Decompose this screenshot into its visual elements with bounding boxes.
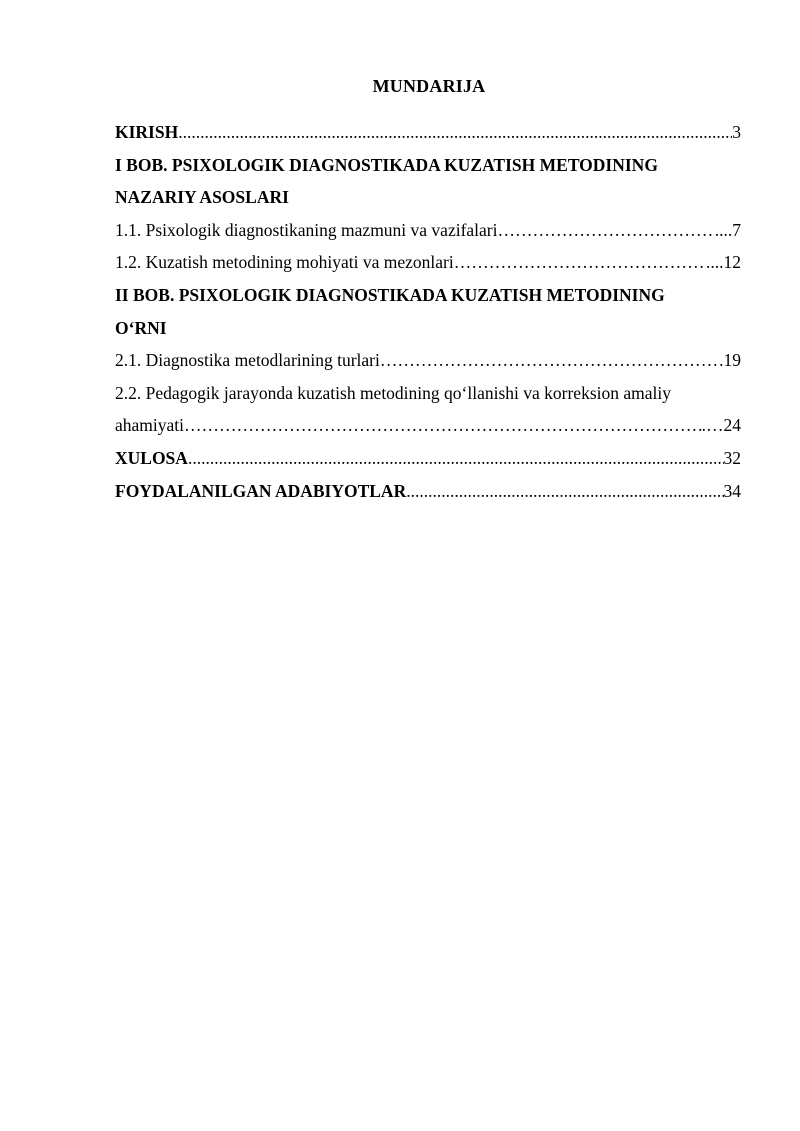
- toc-entry-kirish[interactable]: [115, 116, 741, 149]
- page-title: MUNDARIJA: [372, 76, 486, 96]
- toc-page-number: ....12: [706, 252, 741, 273]
- toc-entry-2-1[interactable]: [115, 344, 741, 377]
- toc-entry-1-1[interactable]: [115, 214, 741, 247]
- toc-entry-label: KIRISH: [115, 122, 179, 142]
- toc-page-number: .19: [719, 350, 741, 371]
- toc-entry-xulosa[interactable]: [115, 442, 741, 475]
- toc-dot-leader: [184, 409, 702, 442]
- toc-chapter-1-line-2: NAZARIY ASOSLARI: [115, 187, 289, 208]
- toc-chapter-2-heading-cont[interactable]: [115, 312, 741, 345]
- toc-chapter-1-heading[interactable]: [115, 149, 741, 182]
- toc-page-number: 3: [732, 122, 741, 142]
- toc-entry-label: XULOSA: [115, 447, 188, 468]
- toc-chapter-2-line-1: II BOB. PSIXOLOGIK DIAGNOSTIKADA KUZATISH METODINING: [115, 284, 665, 305]
- toc-chapter-1-heading-cont[interactable]: [115, 181, 741, 214]
- toc-entry-label: 1.1. Psixologik diagnostikaning mazmuni va vazifalari: [115, 219, 498, 240]
- toc-dot-leader: [380, 344, 719, 377]
- toc-dot-leader: [454, 246, 706, 279]
- toc-entry-adabiyotlar[interactable]: [115, 475, 741, 508]
- toc-entry-label: 2.1. Diagnostika metodlarining turlari: [115, 350, 380, 371]
- toc-entry-label: 1.2. Kuzatish metodining mohiyati va mezonlari: [115, 252, 454, 273]
- table-of-contents: [115, 116, 741, 507]
- toc-page-number: .…24: [701, 415, 741, 436]
- toc-page-number: 32: [723, 447, 741, 468]
- toc-dot-leader: [178, 116, 732, 149]
- toc-entry-2-2[interactable]: [115, 409, 741, 442]
- toc-entry-label: ahamiyati: [115, 415, 185, 436]
- toc-chapter-2-heading[interactable]: [115, 279, 741, 312]
- toc-entry-label: FOYDALANILGAN ADABIYOTLAR: [115, 480, 407, 501]
- toc-chapter-1-line-1: I BOB. PSIXOLOGIK DIAGNOSTIKADA KUZATISH METODINING: [115, 154, 658, 175]
- toc-entry-2-2-first-line[interactable]: [115, 377, 741, 410]
- toc-dot-leader: [406, 475, 723, 508]
- toc-chapter-2-line-2: O‘RNI: [115, 317, 167, 338]
- toc-page-number: ....7: [714, 219, 741, 240]
- toc-entry-1-2[interactable]: [115, 246, 741, 279]
- toc-page-number: 34: [723, 480, 741, 501]
- toc-dot-leader: [498, 214, 715, 247]
- toc-dot-leader: [188, 442, 724, 475]
- toc-entry-label: 2.2. Pedagogik jarayonda kuzatish metodining qo‘llanishi va korreksion amaliy: [115, 382, 671, 403]
